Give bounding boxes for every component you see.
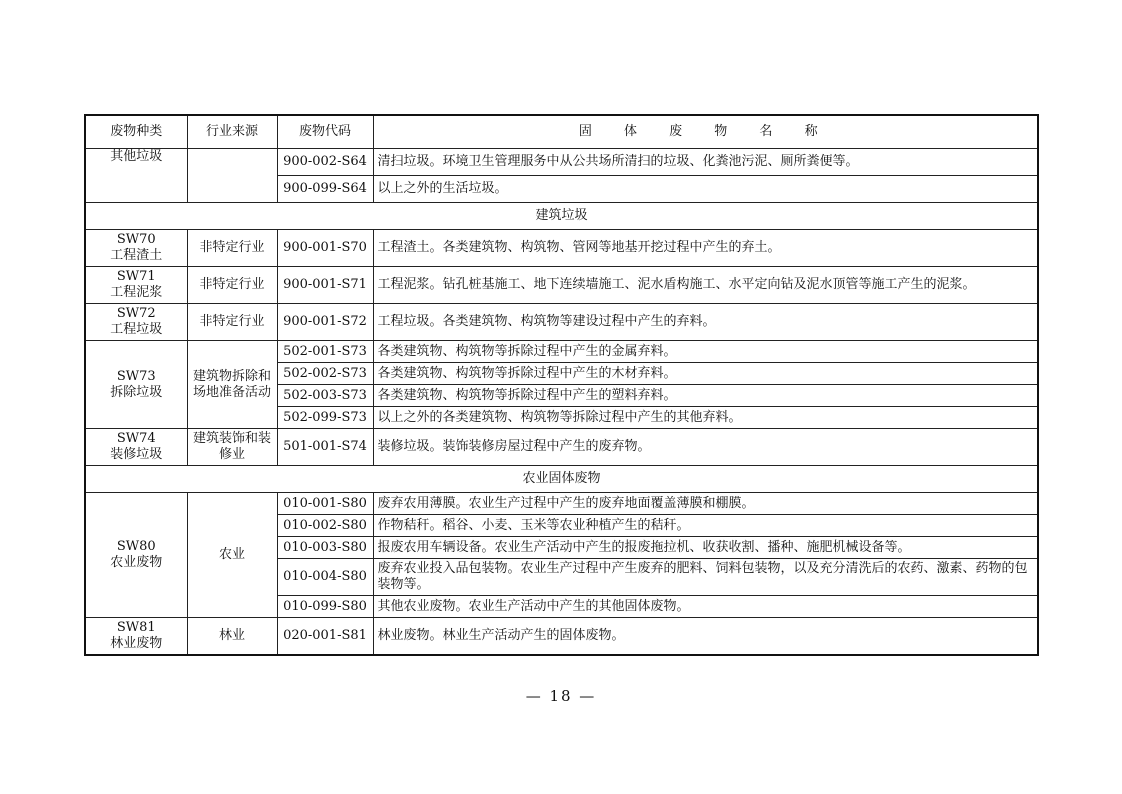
category-name: 林业废物	[110, 636, 163, 651]
industry-cell: 林业	[187, 618, 277, 656]
category-name: 农业废物	[110, 555, 163, 570]
industry-cell: 农业	[187, 493, 277, 618]
category-name: 拆除垃圾	[110, 384, 163, 400]
table-row	[85, 618, 1038, 656]
waste-name-cell: 废弃农业投入品包装物。农业生产过程中产生废弃的肥料、饲料包装物，以及充分清洗后的农药、激素、药物的包装物等。	[373, 559, 1038, 596]
section-title: 农业固体废物	[85, 466, 1038, 493]
code-cell: 900-002-S64	[277, 149, 373, 176]
category-code: SW74	[116, 431, 156, 446]
waste-name-cell: 其他农业废物。农业生产活动中产生的其他固体废物。	[373, 596, 1038, 618]
category-name: 工程垃圾	[110, 322, 163, 337]
category-name: 工程泥浆	[110, 285, 163, 300]
waste-name-cell: 报废农用车辆设备。农业生产活动中产生的报废拖拉机、收获收割、播种、施肥机械设备等。	[373, 537, 1038, 559]
table-row	[85, 149, 1038, 176]
waste-name-cell: 各类建筑物、构筑物等拆除过程中产生的塑料弃料。	[373, 385, 1038, 407]
code-cell: 010-099-S80	[277, 596, 373, 618]
code-cell: 502-003-S73	[277, 385, 373, 407]
waste-name-cell: 工程垃圾。各类建筑物、构筑物等建设过程中产生的弃料。	[373, 304, 1038, 341]
waste-name-cell: 作物秸秆。稻谷、小麦、玉米等农业种植产生的秸秆。	[373, 515, 1038, 537]
code-cell: 502-099-S73	[277, 407, 373, 429]
category-cell	[85, 230, 187, 267]
section-row	[85, 466, 1038, 493]
header-waste-name: 固 体 废 物 名 称	[373, 115, 1038, 149]
category-name: 装修垃圾	[110, 447, 163, 462]
table-row	[85, 341, 1038, 363]
code-cell: 900-001-S70	[277, 230, 373, 267]
code-cell: 900-001-S71	[277, 267, 373, 304]
table-row	[85, 493, 1038, 515]
code-cell: 501-001-S74	[277, 429, 373, 466]
category-code: SW71	[116, 269, 156, 284]
industry-cell	[187, 149, 277, 203]
table-header-row	[85, 115, 1038, 149]
category-code: SW70	[116, 232, 156, 247]
table-row	[85, 429, 1038, 466]
waste-name-cell: 以上之外的各类建筑物、构筑物等拆除过程中产生的其他弃料。	[373, 407, 1038, 429]
category-name: 其他垃圾	[110, 149, 163, 164]
code-cell: 502-002-S73	[277, 363, 373, 385]
category-cell	[85, 267, 187, 304]
category-cell	[85, 618, 187, 656]
industry-cell: 非特定行业	[187, 230, 277, 267]
category-cell	[85, 341, 187, 429]
industry-cell: 建筑装饰和装修业	[187, 429, 277, 466]
category-code: SW81	[116, 620, 156, 635]
category-code: SW80	[116, 539, 156, 554]
code-cell: 010-003-S80	[277, 537, 373, 559]
code-cell: 900-099-S64	[277, 176, 373, 203]
category-cell	[85, 149, 187, 203]
code-cell: 010-002-S80	[277, 515, 373, 537]
waste-name-cell: 林业废物。林业生产活动产生的固体废物。	[373, 618, 1038, 656]
category-cell	[85, 429, 187, 466]
code-cell: 502-001-S73	[277, 341, 373, 363]
waste-name-cell: 工程渣土。各类建筑物、构筑物、管网等地基开挖过程中产生的弃土。	[373, 230, 1038, 267]
header-industry-source: 行业来源	[187, 115, 277, 149]
page-number: — 18 —	[525, 687, 597, 705]
category-name: 工程渣土	[110, 248, 163, 263]
code-cell: 010-004-S80	[277, 559, 373, 596]
section-title: 建筑垃圾	[85, 203, 1038, 230]
code-cell: 900-001-S72	[277, 304, 373, 341]
waste-name-cell: 各类建筑物、构筑物等拆除过程中产生的木材弃料。	[373, 363, 1038, 385]
waste-name-cell: 清扫垃圾。环境卫生管理服务中从公共场所清扫的垃圾、化粪池污泥、厕所粪便等。	[373, 149, 1038, 176]
category-cell	[85, 493, 187, 618]
section-row	[85, 203, 1038, 230]
code-cell: 010-001-S80	[277, 493, 373, 515]
industry-cell: 非特定行业	[187, 304, 277, 341]
industry-cell: 非特定行业	[187, 267, 277, 304]
waste-name-cell: 装修垃圾。装饰装修房屋过程中产生的废弃物。	[373, 429, 1038, 466]
industry-cell: 建筑物拆除和场地准备活动	[187, 341, 277, 429]
table-row	[85, 230, 1038, 267]
waste-classification-table	[84, 114, 1039, 656]
table-row	[85, 267, 1038, 304]
category-code: SW73	[116, 368, 156, 384]
waste-name-cell: 工程泥浆。钻孔桩基施工、地下连续墙施工、泥水盾构施工、水平定向钻及泥水顶管等施工产生的泥浆。	[373, 267, 1038, 304]
waste-name-cell: 以上之外的生活垃圾。	[373, 176, 1038, 203]
code-cell: 020-001-S81	[277, 618, 373, 656]
header-waste-category: 废物种类	[85, 115, 187, 149]
category-cell	[85, 304, 187, 341]
table-row	[85, 304, 1038, 341]
waste-name-cell: 废弃农用薄膜。农业生产过程中产生的废弃地面覆盖薄膜和棚膜。	[373, 493, 1038, 515]
header-waste-code: 废物代码	[277, 115, 373, 149]
category-code: SW72	[116, 306, 156, 321]
waste-name-cell: 各类建筑物、构筑物等拆除过程中产生的金属弃料。	[373, 341, 1038, 363]
